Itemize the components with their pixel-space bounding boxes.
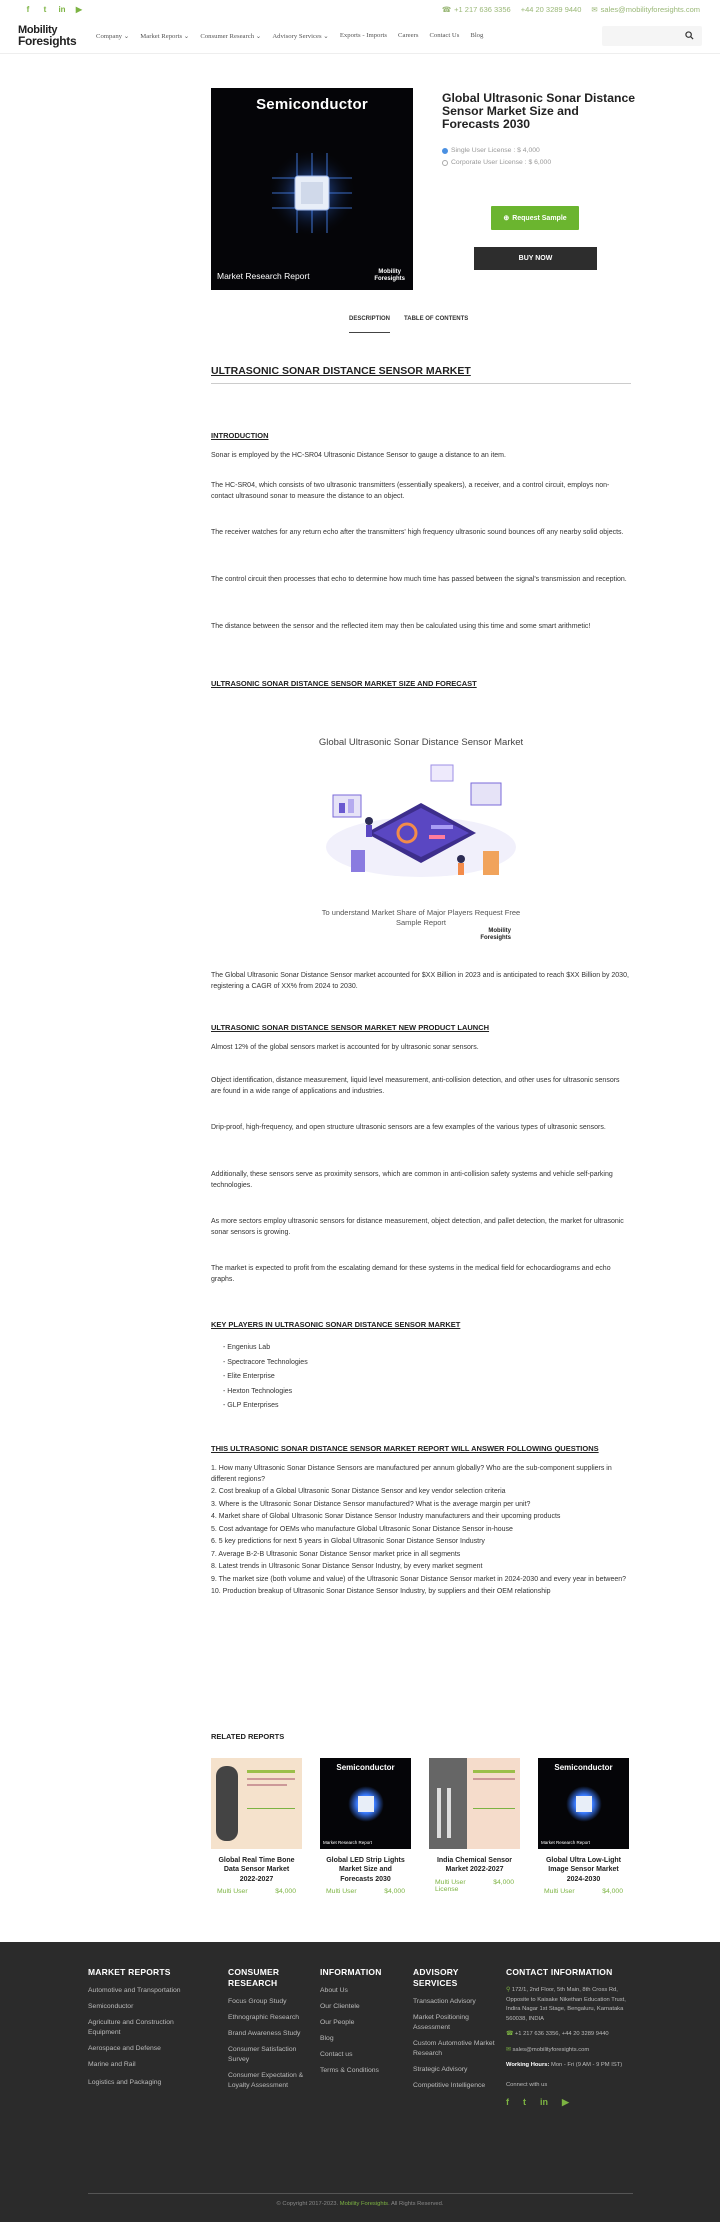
youtube-icon[interactable]: ▶ <box>562 2097 569 2107</box>
footer-link[interactable]: Contact us <box>320 2051 353 2058</box>
related-title[interactable]: Global Real Time Bone Data Sensor Market 2022-2027 <box>218 1857 295 1883</box>
iso-dashboard-graphic <box>311 755 531 900</box>
email-text: sales@mobilityforesights.com <box>600 4 700 14</box>
related-card[interactable] <box>320 1758 411 1895</box>
list-item: 4. Market share of Global Ultrasonic Sonar Distance Sensor Industry manufacturers and their upcoming products <box>211 1513 561 1520</box>
report-cover-image <box>211 88 413 290</box>
mail-icon: ✉ <box>591 4 598 14</box>
footer-link[interactable]: Our Clientele <box>320 2003 360 2010</box>
list-item: 9. The market size (both volume and value) of the Ultrasonic Sonar Distance Sensor market in 2024-2030 and every year in between? <box>211 1575 627 1583</box>
list-item: - Elite Enterprise <box>223 1373 275 1380</box>
intro-paragraph-3: The receiver watches for any return echo after the transmitters' high frequency ultrasonic sound bounces off any nearby solid objects. <box>211 529 624 536</box>
tab-description[interactable]: DESCRIPTION <box>349 316 390 333</box>
related-cover-image <box>211 1758 302 1849</box>
list-item: 10. Production breakup of Ultrasonic Sonar Distance Sensor Industry, by suppliers and their OEM relationship <box>211 1588 551 1595</box>
footer-heading: ADVISORY SERVICES <box>413 1967 459 1988</box>
footer-link[interactable]: Strategic Advisory <box>413 2066 468 2073</box>
size-paragraph: The Global Ultrasonic Sonar Distance Sensor market accounted for $XX Billion in 2023 and is anticipated to reach $XX Billion by 2030, registering a CAGR of XX% from 2024 to 2030. <box>211 972 629 990</box>
footer-link[interactable]: Automotive and Transportation <box>88 1987 181 1994</box>
footer-advisory <box>413 1967 495 2097</box>
related-card[interactable] <box>211 1758 302 1895</box>
phone2-text: +44 20 3289 9440 <box>520 4 582 14</box>
related-title[interactable]: Global Ultra Low-Light Image Sensor Market 2024-2030 <box>545 1857 622 1883</box>
nav-advisory-services[interactable]: Advisory Services ⌄ <box>272 32 329 40</box>
chip-graphic <box>267 148 357 238</box>
related-cover-footer: Market Research Report <box>323 1840 373 1845</box>
email-link[interactable] <box>591 5 700 14</box>
footer-link[interactable]: About Us <box>320 1987 348 1994</box>
site-footer <box>0 1942 720 2222</box>
launch-paragraph-2: Object identification, distance measurement, liquid level measurement, anti-collision detection, and other uses for ultrasonic sensors are found in a wide range of applications and industries. <box>211 1077 620 1095</box>
twitter-icon[interactable]: t <box>523 2097 526 2107</box>
related-price: Multi User $4,000 <box>326 1887 405 1895</box>
launch-paragraph-5: As more sectors employ ultrasonic sensors for distance measurement, object detection, and pallet detection, the market for ultrasonic sonar sensors is growing. <box>211 1218 624 1236</box>
intro-paragraph-5: The distance between the sensor and the reflected item may then be calculated using this time and some smart arithmetic! <box>211 623 591 630</box>
launch-paragraph-4: Additionally, these sensors serve as proximity sensors, which are common in anti-collision safety systems and vehicle self-parking technologies. <box>211 1171 613 1189</box>
footer-link[interactable]: Semiconductor <box>88 2003 134 2010</box>
footer-contact <box>506 1967 636 2108</box>
plus-circle-icon: ⊕ <box>503 215 510 222</box>
phone-icon: ☎ <box>506 2031 515 2037</box>
footer-link[interactable]: Terms & Conditions <box>320 2067 379 2074</box>
intro-heading: INTRODUCTION <box>211 431 269 440</box>
footer-link[interactable]: Consumer Expectation & Loyalty Assessment <box>228 2072 304 2089</box>
size-heading: ULTRASONIC SONAR DISTANCE SENSOR MARKET SIZE AND FORECAST <box>211 679 477 688</box>
intro-paragraph-1: Sonar is employed by the HC-SR04 Ultrasonic Distance Sensor to gauge a distance to an item. <box>211 452 506 459</box>
nav-consumer-research[interactable]: Consumer Research ⌄ <box>200 32 262 40</box>
nav-market-reports[interactable]: Market Reports ⌄ <box>140 32 190 40</box>
radio-selected-icon[interactable] <box>442 148 448 154</box>
market-illustration <box>311 738 531 948</box>
nav-menu <box>96 32 483 40</box>
list-item: 2. Cost breakup of a Global Ultrasonic Sonar Distance Sensor and key vendor selection criteria <box>211 1488 506 1495</box>
cover-logo: Mobility Foresights <box>374 269 405 282</box>
nav-exports-imports[interactable]: Exports - Imports <box>339 31 388 39</box>
tab-table-of-contents[interactable]: TABLE OF CONTENTS <box>404 316 469 322</box>
request-sample-button[interactable]: ⊕ Request Sample <box>491 206 579 230</box>
footer-heading: CONTACT INFORMATION <box>506 1967 613 1977</box>
related-price: Multi User $4,000 <box>544 1887 623 1895</box>
footer-link[interactable]: Our People <box>320 2019 355 2026</box>
search-box[interactable] <box>602 26 702 46</box>
footer-link[interactable]: Aerospace and Defense <box>88 2045 161 2052</box>
product-tabs <box>349 316 468 333</box>
list-item: 7. Average B-2-B Ultrasonic Sonar Distance Sensor market price in all segments <box>211 1550 461 1558</box>
footer-link[interactable]: Blog <box>320 2035 334 2042</box>
footer-link[interactable]: Brand Awareness Study <box>228 2030 301 2037</box>
launch-heading: ULTRASONIC SONAR DISTANCE SENSOR MARKET NEW PRODUCT LAUNCH <box>211 1023 490 1032</box>
nav-careers[interactable]: Careers <box>398 31 419 39</box>
nav-blog[interactable]: Blog <box>470 31 484 39</box>
questions-list <box>211 1464 631 1600</box>
list-item: - Hexton Technologies <box>223 1387 293 1395</box>
facebook-icon[interactable]: f <box>506 2097 509 2107</box>
location-icon: ⚲ <box>506 1987 512 1993</box>
questions-heading: THIS ULTRASONIC SONAR DISTANCE SENSOR MARKET REPORT WILL ANSWER FOLLOWING QUESTIONS <box>211 1444 599 1453</box>
related-cover-title: Semiconductor <box>336 1763 395 1772</box>
linkedin-icon[interactable]: in <box>540 2097 548 2107</box>
footer-heading: CONSUMER RESEARCH <box>228 1967 280 1988</box>
related-price: Multi User $4,000 <box>435 1878 514 1886</box>
search-icon[interactable] <box>685 31 694 40</box>
related-card[interactable] <box>429 1758 520 1895</box>
footer-link[interactable]: Focus Group Study <box>228 1998 287 2005</box>
logo-line1: Mobility <box>18 23 58 36</box>
related-cover-image <box>538 1758 629 1849</box>
related-cards <box>211 1758 629 1895</box>
players-heading: KEY PLAYERS IN ULTRASONIC SONAR DISTANCE SENSOR MARKET <box>211 1320 461 1329</box>
main-heading: ULTRASONIC SONAR DISTANCE SENSOR MARKET <box>211 366 631 384</box>
related-card[interactable] <box>538 1758 629 1895</box>
list-item: 3. Where is the Ultrasonic Sonar Distance Sensor manufactured? What is the average margin per unit? <box>211 1500 531 1508</box>
phone-text: +1 217 636 3356 <box>454 4 511 14</box>
illustration-logo: Mobility Foresights <box>480 928 511 941</box>
logo-line2: Foresights <box>18 33 77 48</box>
footer-hours: Working Hours: Mon - Fri (9 AM - 9 PM IST) <box>506 2062 623 2068</box>
footer-link[interactable]: Ethnographic Research <box>228 2014 300 2021</box>
cover-title: Semiconductor <box>256 96 368 113</box>
list-item: 1. How many Ultrasonic Sonar Distance Sensors are manufactured per annum globally? Who are the sub-component suppliers in different regions? <box>211 1465 612 1483</box>
related-title[interactable]: India Chemical Sensor Market 2022-2027 <box>436 1857 513 1874</box>
product-title: Global Ultrasonic Sonar Distance Sensor Market Size and Forecasts 2030 <box>442 91 636 131</box>
nav-company[interactable]: Company ⌄ <box>96 32 130 40</box>
phone-link[interactable] <box>442 5 511 14</box>
related-cover-image <box>429 1758 520 1849</box>
footer-email[interactable]: ✉ sales@mobilityforesights.com <box>506 2046 590 2053</box>
product-info <box>442 92 638 166</box>
list-item: 8. Latest trends in Ultrasonic Sonar Distance Sensor Industry, by every market segment <box>211 1563 483 1570</box>
top-bar <box>0 0 720 18</box>
linkedin-icon[interactable]: in <box>58 4 66 14</box>
footer-phones[interactable]: ☎ +1 217 636 3356, +44 20 3289 9440 <box>506 2031 609 2037</box>
list-item: 5. Cost advantage for OEMs who manufacture Global Ultrasonic Sonar Distance Sensor in-house <box>211 1525 513 1533</box>
facebook-icon[interactable]: f <box>26 4 30 14</box>
related-heading: RELATED REPORTS <box>211 1732 285 1741</box>
related-cover-image <box>320 1758 411 1849</box>
footer-link[interactable]: Custom Automotive Market Research <box>413 2040 495 2057</box>
phone-icon: ☎ <box>441 4 452 14</box>
footer-consumer-research <box>228 1967 308 2097</box>
buy-now-button[interactable]: BUY NOW <box>474 247 597 270</box>
list-item: - Spectracore Technologies <box>223 1358 308 1366</box>
footer-social <box>506 2098 636 2108</box>
license-single-option[interactable]: Single User License : $ 4,000 <box>442 147 638 154</box>
list-item: 6. 5 key predictions for next 5 years in Global Ultrasonic Sonar Distance Sensor Industry <box>211 1538 485 1545</box>
copyright: © Copyright 2017-2023. Mobility Foresights. All Rights Reserved. <box>276 2201 444 2207</box>
launch-paragraph-1: Almost 12% of the global sensors market is accounted for by ultrasonic sonar sensors. <box>211 1044 479 1051</box>
related-cover-footer: Market Research Report <box>541 1840 591 1845</box>
twitter-icon[interactable]: t <box>43 4 47 14</box>
list-item: - Engenius Lab <box>223 1344 271 1351</box>
footer-heading: INFORMATION <box>320 1967 382 1977</box>
phone2-link[interactable] <box>521 5 582 14</box>
footer-information <box>320 1967 400 2082</box>
footer-address: ⚲ 172/1, 2nd Floor, 5th Main, 8th Cross Rd, Opposite to Kaisake Nikethan Education Trust, Indira Nagar 1st Stage, Bengaluru, Karnataka 560038, INDIA <box>506 1987 626 2022</box>
site-logo[interactable] <box>18 25 86 47</box>
list-item: - GLP Enterprises <box>223 1402 279 1409</box>
social-links <box>23 4 84 14</box>
footer-link[interactable]: Transaction Advisory <box>413 1998 476 2005</box>
mail-icon: ✉ <box>506 2046 513 2053</box>
footer-link[interactable]: Agriculture and Construction Equipment <box>88 2019 174 2036</box>
launch-paragraph-3: Drip-proof, high-frequency, and open structure ultrasonic sensors are a few examples of the various types of ultrasonic sensors. <box>211 1124 606 1131</box>
intro-paragraph-4: The control circuit then processes that echo to determine how much time has passed between the signal's transmission and reception. <box>211 576 627 583</box>
footer-market-reports <box>88 1967 208 2094</box>
launch-paragraph-6: The market is expected to profit from the escalating demand for these systems in the medical field for echocardiograms and echo graphs. <box>211 1265 611 1283</box>
main-nav <box>0 18 720 54</box>
illustration-title: Global Ultrasonic Sonar Distance Sensor Market <box>318 737 524 748</box>
footer-link[interactable]: Consumer Satisfaction Survey <box>228 2046 297 2063</box>
footer-connect-label: Connect with us <box>506 2081 548 2088</box>
cover-footer: Market Research Report <box>217 271 310 281</box>
footer-link[interactable]: Market Positioning Assessment <box>413 2014 469 2031</box>
footer-divider <box>88 2193 633 2194</box>
footer-link[interactable]: Marine and Rail <box>88 2061 136 2068</box>
related-cover-title: Semiconductor <box>554 1763 613 1772</box>
nav-contact-us[interactable]: Contact Us <box>429 31 460 39</box>
related-title[interactable]: Global LED Strip Lights Market Size and Forecasts 2030 <box>326 1857 405 1883</box>
radio-icon[interactable] <box>442 160 448 166</box>
footer-link[interactable]: Competitive Intelligence <box>413 2082 486 2089</box>
top-contact <box>442 5 700 14</box>
copyright-brand-link[interactable]: Mobility Foresights <box>339 2201 389 2207</box>
players-list <box>211 1343 631 1416</box>
illustration-caption: To understand Market Share of Major Players Request Free Sample Report <box>321 908 521 927</box>
intro-paragraph-2: The HC-SR04, which consists of two ultrasonic transmitters (essentially speakers), a receiver, and a control circuit, employs non-contact ultrasound sonar to measure the distance to an object. <box>211 482 610 500</box>
related-price: Multi User $4,000 <box>217 1887 296 1895</box>
footer-link[interactable]: Logistics and Packaging <box>88 2079 162 2086</box>
footer-heading: MARKET REPORTS <box>88 1967 171 1977</box>
youtube-icon[interactable]: ▶ <box>75 4 83 14</box>
related-license-extra: License <box>435 1885 459 1893</box>
license-corporate-option[interactable]: Corporate User License : $ 6,000 <box>442 159 638 166</box>
